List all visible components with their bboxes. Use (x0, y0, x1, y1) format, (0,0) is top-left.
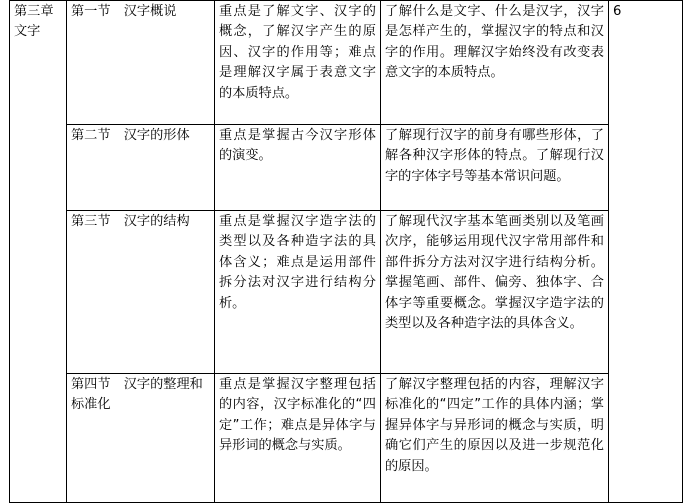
table-row (10, 211, 683, 374)
requirements-cell: 了解现代汉字基本笔画类别以及笔画次序，能够运用现代汉字常用部件和部件拆分方法对汉字进行结构分析。掌握笔画、部件、偏旁、独体字、合体字等重要概念。掌握汉字造字法的类型以及各种造字法的具体含义。 (381, 211, 609, 374)
focus-cell: 重点是了解文字、汉字的概念，了解汉字产生的原因、汉字的作用等；难点是理解汉字属于表意文字的本质特点。 (215, 1, 381, 125)
table-row (10, 125, 683, 211)
table-row (10, 374, 683, 503)
section-title: 第三节 汉字的结构 (67, 211, 215, 374)
syllabus-table (9, 0, 683, 503)
focus-cell: 重点是掌握汉字造字法的类型以及各种造字法的具体含义；难点是运用部件拆分法对汉字进行结构分析。 (215, 211, 381, 374)
chapter-title: 第三章文字 (10, 1, 67, 503)
requirements-cell: 了解现行汉字的前身有哪些形体，了解各种汉字形体的特点。了解现行汉字的字体字号等基本常识问题。 (381, 125, 609, 211)
class-hours: 6 (609, 1, 683, 503)
focus-cell: 重点是掌握古今汉字形体的演变。 (215, 125, 381, 211)
section-title: 第一节 汉字概说 (67, 1, 215, 125)
focus-cell: 重点是掌握汉字整理包括的内容，汉字标准化的“四定”工作；难点是异体字与异形词的概念与实质。 (215, 374, 381, 503)
table-row (10, 1, 683, 125)
section-title: 第四节 汉字的整理和标准化 (67, 374, 215, 503)
requirements-cell: 了解汉字整理包括的内容，理解汉字标准化的“四定”工作的具体内涵；掌握异体字与异形词的概念与实质，明确它们产生的原因以及进一步规范化的原因。 (381, 374, 609, 503)
requirements-cell: 了解什么是文字、什么是汉字，汉字是怎样产生的，掌握汉字的特点和汉字的作用。理解汉字始终没有改变表意文字的本质特点。 (381, 1, 609, 125)
section-title: 第二节 汉字的形体 (67, 125, 215, 211)
